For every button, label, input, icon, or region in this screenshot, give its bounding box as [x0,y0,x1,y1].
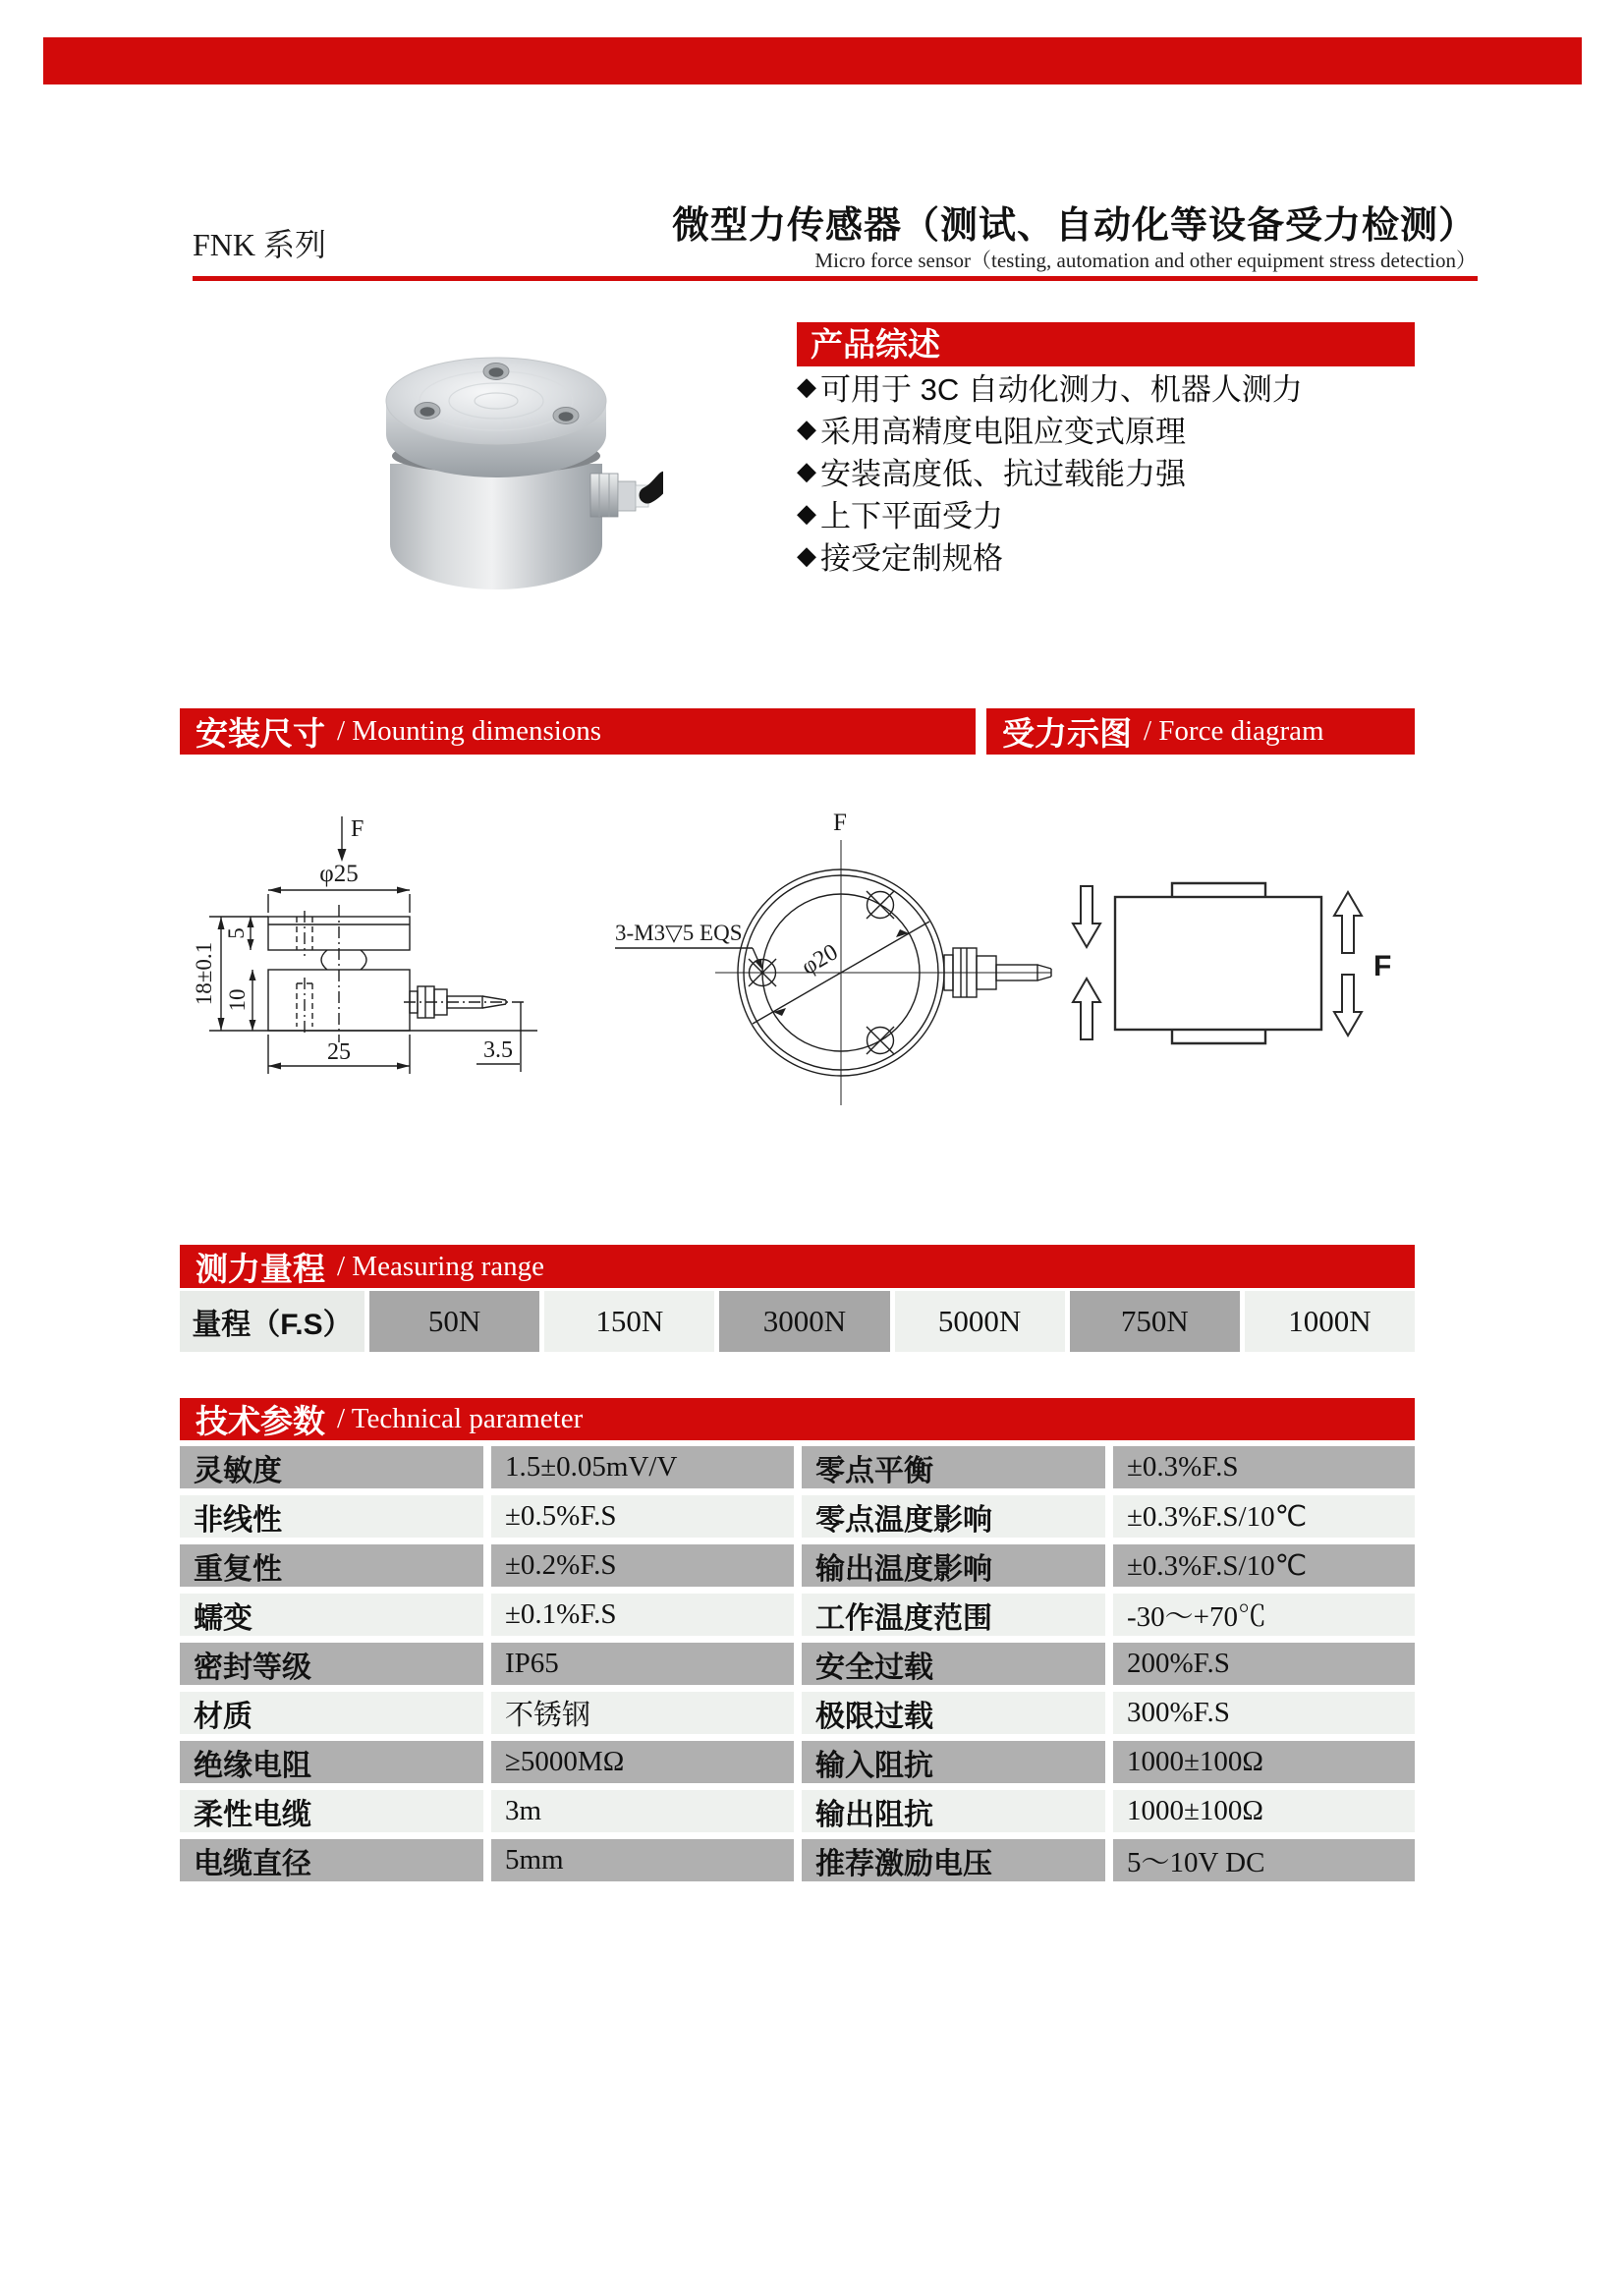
value-cell: ±0.3%F.S/10℃ [1113,1544,1415,1587]
overview-bullet [797,408,1426,450]
header-rule [193,276,1478,281]
table-row [180,1495,1415,1538]
thread-note: 3-M3▽5 EQS [615,921,743,945]
arrow-down-right-bottom [1334,975,1362,1036]
force-label: F [1373,950,1392,982]
arrow-up-left-bottom [1073,979,1100,1039]
series-name: FNK 系列 [193,227,327,262]
arrow-up-right-top [1334,892,1362,953]
value-cell: 不锈钢 [491,1692,794,1734]
section-title-cn: 技术参数 [196,1403,325,1439]
page-title: 微型力传感器（测试、自动化等设备受力检测） [671,205,1477,247]
value-cell: ±0.5%F.S [491,1495,794,1538]
force-label: F [833,810,847,836]
section-title-en: / Measuring range [337,1250,544,1282]
section-title-cn: 受力示图 [1002,715,1132,752]
diamond-bullet-icon: ◆ [797,498,816,528]
param-cell: 零点平衡 [802,1446,1105,1488]
technical-parameter-table [180,1446,1415,1888]
dim-height-total: 18±0.1 [192,941,216,1006]
dim-width-bottom: 25 [327,1039,351,1065]
value-cell: 1.5±0.05mV/V [491,1446,794,1488]
diamond-bullet-icon: ◆ [797,414,816,443]
value-cell: 1000±100Ω [1113,1790,1415,1832]
force-diagram-drawing [1030,825,1423,1105]
bullet-text: 可用于 3C 自动化测力、机器人测力 [820,372,1303,407]
value-cell: 300%F.S [1113,1692,1415,1734]
param-cell: 密封等级 [180,1643,483,1685]
top-view-drawing [607,801,1054,1125]
cable-gland [590,474,663,517]
range-value-cell: 1000N [1245,1291,1415,1352]
value-cell: 3m [491,1790,794,1832]
diamond-bullet-icon: ◆ [797,540,816,570]
value-cell: ≥5000MΩ [491,1741,794,1783]
page-subtitle: Micro force sensor（testing, automation and other equipment stress detection） [814,249,1477,272]
value-cell: 5mm [491,1839,794,1881]
value-cell: 1000±100Ω [1113,1741,1415,1783]
section-bar-mounting-dimensions [180,708,976,755]
param-cell: 输出温度影响 [802,1544,1105,1587]
range-label-cell: 量程（F.S） [180,1291,364,1352]
param-cell: 零点温度影响 [802,1495,1105,1538]
overview-bullet [797,492,1426,534]
value-cell: ±0.2%F.S [491,1544,794,1587]
range-value-cell: 5000N [895,1291,1065,1352]
section-title-cn: 测力量程 [196,1250,325,1287]
loadcell-body [386,358,606,589]
dim-cable: 3.5 [483,1037,513,1063]
param-cell: 蠕变 [180,1594,483,1636]
diamond-bullet-icon: ◆ [797,371,816,401]
param-cell: 极限过载 [802,1692,1105,1734]
param-cell: 电缆直径 [180,1839,483,1881]
table-row [180,1790,1415,1832]
bullet-text: 上下平面受力 [820,499,1003,533]
force-label: F [351,816,364,842]
dim-height-upper: 5 [224,927,249,939]
measuring-range-row [180,1291,1415,1352]
value-cell: ±0.1%F.S [491,1594,794,1636]
section-title-en: / Mounting dimensions [337,715,602,747]
range-value-cell: 750N [1070,1291,1240,1352]
product-photo [339,336,663,631]
overview-bullet-list [797,365,1426,577]
table-row [180,1594,1415,1636]
diamond-bullet-icon: ◆ [797,456,816,485]
value-cell: 5～10V DC [1113,1839,1415,1881]
arrow-down-left-top [1073,886,1100,947]
param-cell: 非线性 [180,1495,483,1538]
value-cell: ±0.3%F.S [1113,1446,1415,1488]
param-cell: 灵敏度 [180,1446,483,1488]
value-cell: -30～+70℃ [1113,1594,1415,1636]
range-value-cell: 150N [544,1291,714,1352]
param-cell: 柔性电缆 [180,1790,483,1832]
param-cell: 输出阻抗 [802,1790,1105,1832]
bullet-text: 安装高度低、抗过载能力强 [820,457,1186,491]
side-view-drawing [182,801,604,1125]
bullet-text: 采用高精度电阻应变式原理 [820,415,1186,449]
top-banner-bar [43,37,1582,84]
param-cell: 输入阻抗 [802,1741,1105,1783]
bolt-circle-dim: φ20 [797,939,843,980]
value-cell: IP65 [491,1643,794,1685]
overview-bullet [797,365,1426,408]
param-cell: 绝缘电阻 [180,1741,483,1783]
param-cell: 材质 [180,1692,483,1734]
overview-bullet [797,534,1426,577]
section-bar-force-diagram [986,708,1415,755]
param-cell: 工作温度范围 [802,1594,1105,1636]
section-title-cn: 安装尺寸 [196,715,325,752]
section-title-en: / Force diagram [1144,715,1324,747]
table-row [180,1643,1415,1685]
section-bar-technical-parameter [180,1398,1415,1440]
dim-dia25: φ25 [319,861,359,887]
value-cell: ±0.3%F.S/10℃ [1113,1495,1415,1538]
section-bar-measuring-range [180,1245,1415,1288]
range-value-cell: 50N [369,1291,539,1352]
overview-bullet [797,450,1426,492]
param-cell: 安全过载 [802,1643,1105,1685]
table-row [180,1741,1415,1783]
range-value-cell: 3000N [719,1291,889,1352]
value-cell: 200%F.S [1113,1643,1415,1685]
param-cell: 推荐激励电压 [802,1839,1105,1881]
param-cell: 重复性 [180,1544,483,1587]
table-row [180,1446,1415,1488]
table-row [180,1692,1415,1734]
table-row [180,1544,1415,1587]
bullet-text: 接受定制规格 [820,541,1003,576]
table-row [180,1839,1415,1881]
overview-heading: 产品综述 [797,322,1415,366]
section-title-en: / Technical parameter [337,1403,584,1434]
dim-height-lower: 10 [225,988,250,1012]
